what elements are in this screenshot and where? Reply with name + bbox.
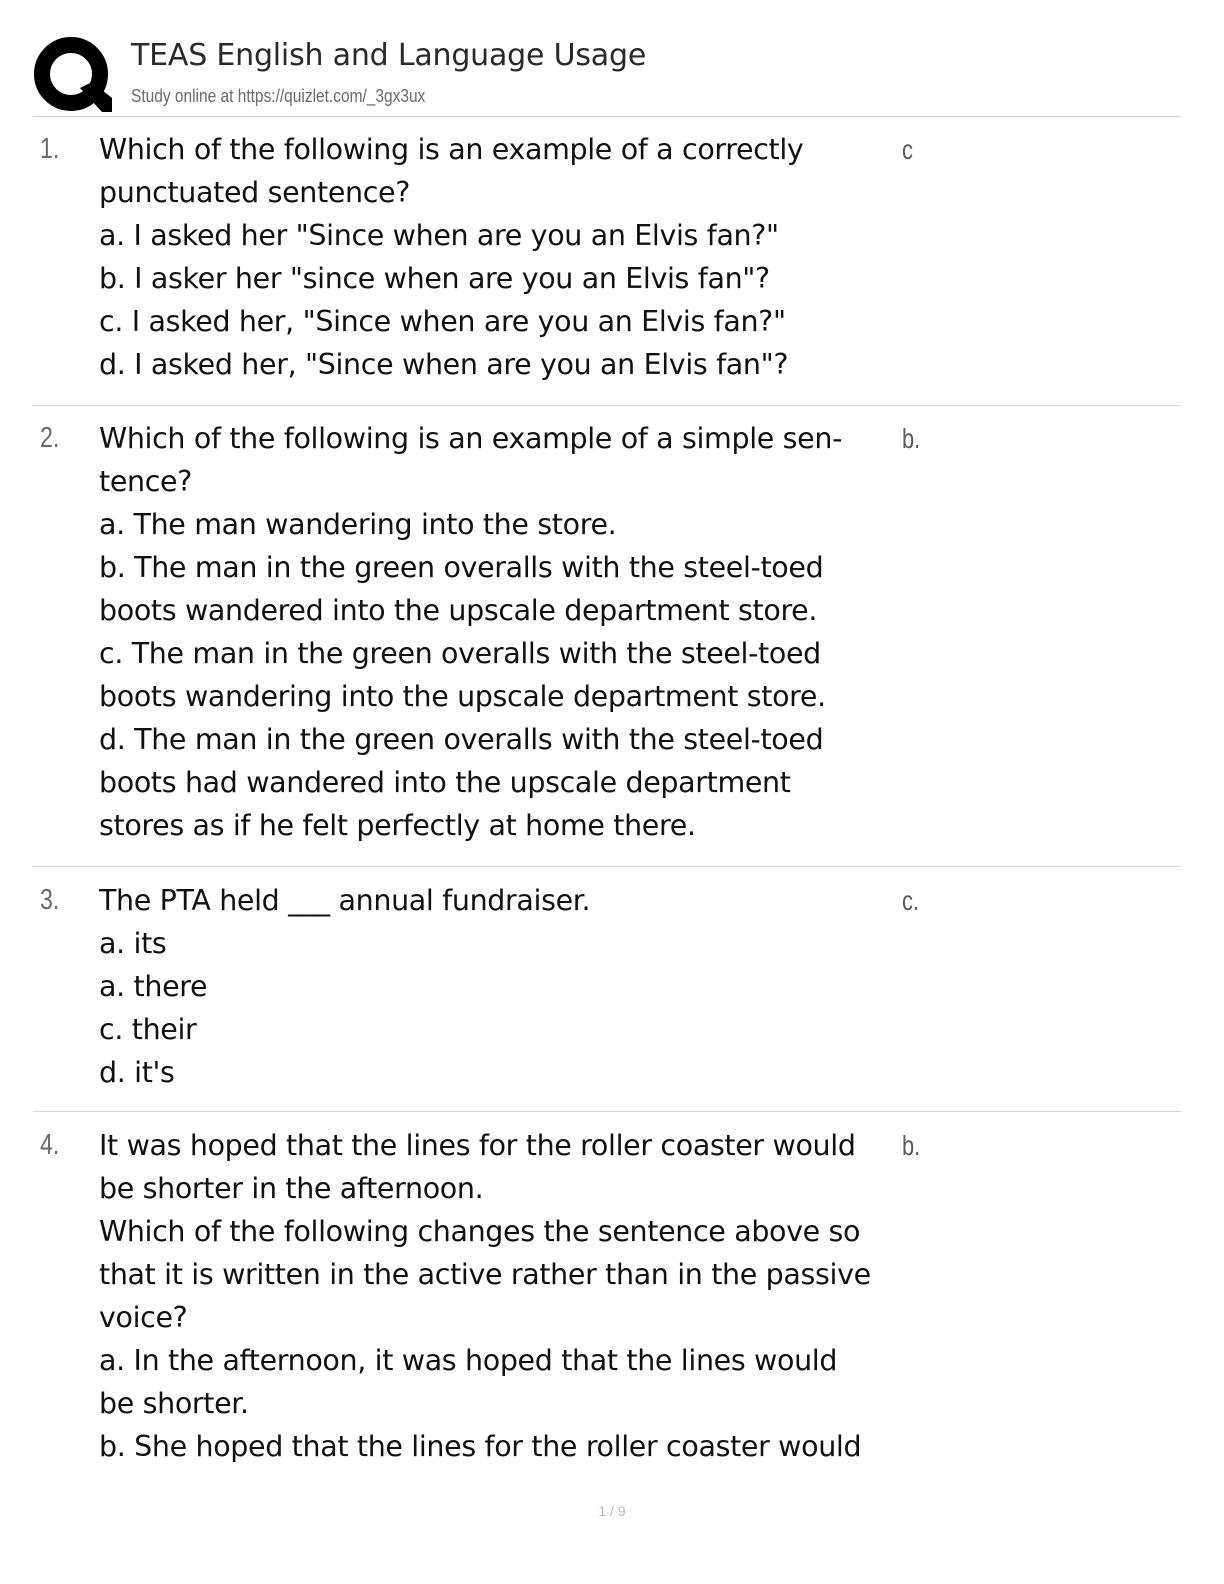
choice-c: c. their (99, 1013, 197, 1046)
question-divider (33, 405, 1181, 406)
choice-b: b. I asker her "since when are you an Elvis fan"? (99, 262, 770, 295)
question-line: be shorter in the afternoon. (99, 1172, 484, 1205)
study-online-link-text: Study online at https://quizlet.com/_3gx3ux (131, 86, 426, 106)
question-divider (33, 1111, 1181, 1112)
question-text (99, 1124, 904, 1468)
question-number: 2. (40, 422, 60, 454)
choice-c-continued: boots wandering into the upscale department store. (99, 680, 826, 713)
quizlet-logo (34, 36, 112, 114)
question-line: Which of the following is an example of a correctly (99, 133, 804, 166)
choice-a: a. I asked her "Since when are you an Elvis fan?" (99, 219, 779, 252)
choice-d: d. I asked her, "Since when are you an Elvis fan"? (99, 348, 789, 381)
choice-b-continued: boots wandered into the upscale department store. (99, 594, 818, 627)
question-line: voice? (99, 1301, 188, 1334)
question-line: tence? (99, 465, 193, 498)
question-line: The PTA held ___ annual fundraiser. (99, 884, 591, 917)
choice-b: b. The man in the green overalls with the steel-toed (99, 551, 824, 584)
question-line: It was hoped that the lines for the roller coaster would (99, 1129, 856, 1162)
choice-d-continued: boots had wandered into the upscale department (99, 766, 791, 799)
question-text (99, 128, 904, 386)
choice-a: a. its (99, 927, 167, 960)
choice-a: a. The man wandering into the store. (99, 508, 617, 541)
question-number: 1. (40, 133, 60, 165)
answer-key: c (902, 134, 913, 165)
choice-d: d. The man in the green overalls with the steel-toed (99, 723, 824, 756)
answer-key: c. (902, 885, 919, 916)
choice-a: a. In the afternoon, it was hoped that the lines would (99, 1344, 838, 1377)
choice-d-continued: stores as if he felt perfectly at home there. (99, 809, 696, 842)
choice-c: c. The man in the green overalls with the steel-toed (99, 637, 821, 670)
choice-d: d. it's (99, 1056, 175, 1089)
page-number: 1 / 9 (598, 1503, 626, 1519)
question-line: punctuated sentence? (99, 176, 410, 209)
question-number: 4. (40, 1129, 60, 1161)
choice-a-continued: be shorter. (99, 1387, 249, 1420)
question-text (99, 879, 904, 1094)
page-title: TEAS English and Language Usage (131, 38, 647, 73)
header-divider (33, 116, 1181, 117)
choice-a-duplicate: a. there (99, 970, 208, 1003)
question-line: that it is written in the active rather than in the passive (99, 1258, 871, 1291)
answer-key: b. (902, 1130, 921, 1161)
question-text (99, 417, 904, 847)
answer-key: b. (902, 423, 921, 454)
question-line: Which of the following is an example of a simple sen- (99, 422, 843, 455)
question-line: Which of the following changes the sentence above so (99, 1215, 861, 1248)
choice-c: c. I asked her, "Since when are you an Elvis fan?" (99, 305, 786, 338)
choice-b: b. She hoped that the lines for the roller coaster would (99, 1430, 862, 1463)
question-divider (33, 866, 1181, 867)
question-number: 3. (40, 884, 60, 916)
